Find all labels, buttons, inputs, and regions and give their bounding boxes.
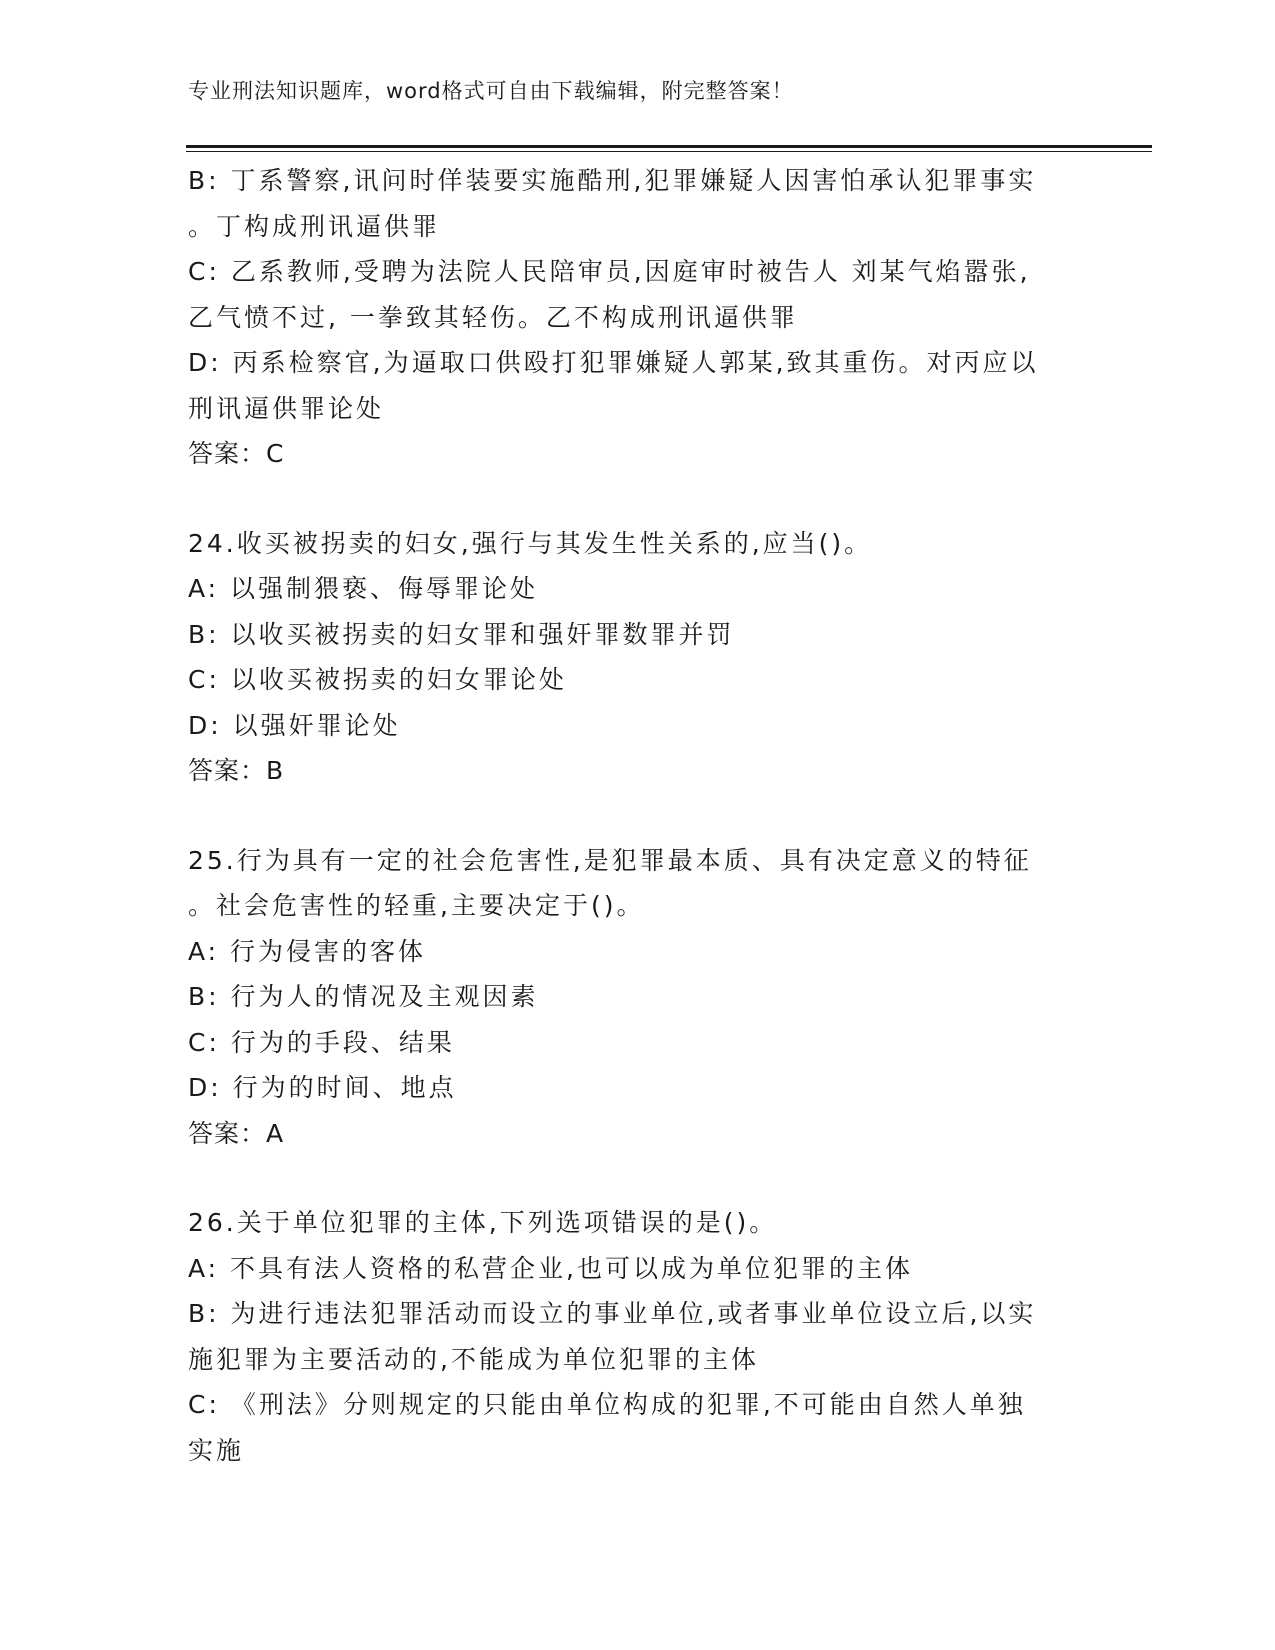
- question-23-continued: [188, 158, 1088, 477]
- option-c: [188, 1382, 1088, 1473]
- answer-line: 答案：C: [188, 439, 285, 468]
- option-d: D: 行为的时间、地点: [188, 1073, 457, 1102]
- option-b: [188, 1291, 1088, 1382]
- option-d: [188, 340, 1088, 431]
- option-line: A: 不具有法人资格的私营企业,也可以成为单位犯罪的主体: [188, 1253, 913, 1283]
- answer-line: 答案：A: [188, 1118, 285, 1148]
- option-line: 实施: [188, 1435, 245, 1465]
- question-stem: 26.关于单位犯罪的主体,下列选项错误的是()。: [188, 1208, 778, 1237]
- page-header: 专业刑法知识题库，word格式可自由下载编辑，附完整答案！: [188, 79, 794, 103]
- question-stem: 25.行为具有一定的社会危害性,是犯罪最本质、具有决定意义的特征: [188, 845, 1032, 875]
- option-line: 刑讯逼供罪论处: [188, 393, 385, 423]
- option-line: 。丁构成刑讯逼供罪: [188, 211, 441, 241]
- answer-line: 答案：B: [188, 756, 285, 785]
- header-rule-thick: [186, 145, 1152, 148]
- option-c: C: 行为的手段、结果: [188, 1027, 455, 1057]
- option-a: [188, 1246, 1088, 1292]
- option-line: C: 《刑法》分则规定的只能由单位构成的犯罪,不可能由自然人单独: [188, 1390, 1026, 1419]
- option-c: [188, 249, 1088, 340]
- question-24: [188, 521, 1088, 794]
- document-body: [188, 158, 1088, 1473]
- question-26: [188, 1200, 1088, 1473]
- option-b: [188, 158, 1088, 249]
- question-stem: 24.收买被拐卖的妇女,强行与其发生性关系的,应当()。: [188, 528, 873, 558]
- option-line: D: 丙系检察官,为逼取口供殴打犯罪嫌疑人郭某,致其重伤。对丙应以: [188, 348, 1039, 377]
- option-line: 施犯罪为主要活动的,不能成为单位犯罪的主体: [188, 1344, 759, 1374]
- option-line: C: 乙系教师,受聘为法院人民陪审员,因庭审时被告人 刘某气焰嚣张,: [188, 257, 1031, 286]
- question-25: [188, 838, 1088, 1157]
- option-b: B: 行为人的情况及主观因素: [188, 982, 539, 1011]
- option-b: B: 以收买被拐卖的妇女罪和强奸罪数罪并罚: [188, 619, 735, 649]
- header-rule-thin: [186, 151, 1152, 152]
- option-line: B: 为进行违法犯罪活动而设立的事业单位,或者事业单位设立后,以实: [188, 1299, 1037, 1328]
- option-d: D: 以强奸罪论处: [188, 710, 401, 740]
- option-line: 乙气愤不过, 一拳致其轻伤。乙不构成刑讯逼供罪: [188, 302, 798, 332]
- option-c: C: 以收买被拐卖的妇女罪论处: [188, 665, 567, 694]
- option-a: A: 行为侵害的客体: [188, 936, 427, 966]
- question-stem: 。社会危害性的轻重,主要决定于()。: [188, 891, 645, 920]
- option-a: A: 以强制猥亵、侮辱罪论处: [188, 574, 539, 603]
- option-line: B: 丁系警察,讯问时佯装要实施酷刑,犯罪嫌疑人因害怕承认犯罪事实: [188, 166, 1037, 195]
